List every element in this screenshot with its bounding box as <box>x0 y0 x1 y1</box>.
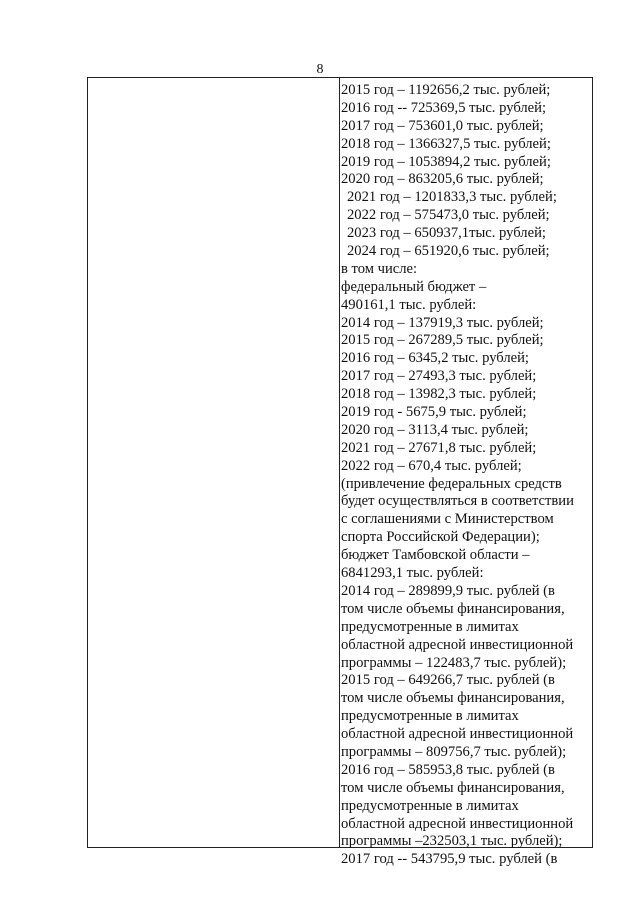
text-line: 2017 год – 27493,3 тыс. рублей; <box>341 368 537 385</box>
text-line: 2016 год – 585953,8 тыс. рублей (в <box>341 761 555 778</box>
text-line: предусмотренные в лимитах <box>341 708 519 725</box>
text-line: 2022 год – 575473,0 тыс. рублей; <box>347 207 550 224</box>
text-line: программы – 809756,7 тыс. рублей); <box>341 743 567 760</box>
text-line: предусмотренные в лимитах <box>341 797 519 814</box>
text-line: 2015 год – 649266,7 тыс. рублей (в <box>341 672 555 689</box>
text-line: 2021 год – 27671,8 тыс. рублей; <box>341 439 537 456</box>
text-line: том числе объемы финансирования, <box>341 690 565 707</box>
text-line: 2020 год – 863205,6 тыс. рублей; <box>341 171 544 188</box>
text-line: 2019 год – 1053894,2 тыс. рублей; <box>341 153 551 170</box>
text-line: 6841293,1 тыс. рублей: <box>341 565 484 582</box>
text-line: 2022 год – 670,4 тыс. рублей; <box>341 457 522 474</box>
text-line: областной адресной инвестиционной <box>341 815 574 832</box>
text-line: будет осуществляться в соответствии <box>341 493 574 510</box>
text-line: областной адресной инвестиционной <box>341 636 574 653</box>
text-line: спорта Российской Федерации); <box>341 529 540 546</box>
text-line: федеральный бюджет – <box>341 278 487 295</box>
text-line: 2018 год – 1366327,5 тыс. рублей; <box>341 135 551 152</box>
text-line: с соглашениями с Министерством <box>341 511 554 528</box>
text-line: 2016 год -- 725369,5 тыс. рублей; <box>341 99 547 116</box>
text-line: том числе объемы финансирования, <box>341 600 565 617</box>
text-line: 2023 год – 650937,1тыс. рублей; <box>347 225 546 242</box>
page-number: 8 <box>316 62 324 77</box>
financing-table <box>87 77 593 868</box>
text-line: 2018 год – 13982,3 тыс. рублей; <box>341 386 537 403</box>
text-line: предусмотренные в лимитах <box>341 618 519 635</box>
text-line: 2014 год – 289899,9 тыс. рублей (в <box>341 582 555 599</box>
text-line: бюджет Тамбовской области – <box>341 547 530 564</box>
text-line: том числе объемы финансирования, <box>341 779 565 796</box>
text-line: 2019 год - 5675,9 тыс. рублей; <box>341 404 527 421</box>
table-left-cell <box>88 78 340 847</box>
table-right-cell <box>341 82 591 869</box>
text-line: 2014 год – 137919,3 тыс. рублей; <box>341 314 544 331</box>
text-line: 2024 год – 651920,6 тыс. рублей; <box>347 243 550 260</box>
text-line: областной адресной инвестиционной <box>341 726 574 743</box>
text-line: 2015 год – 1192656,2 тыс. рублей; <box>341 82 551 98</box>
text-line: 2016 год – 6345,2 тыс. рублей; <box>341 350 529 367</box>
text-line: 2015 год – 267289,5 тыс. рублей; <box>341 332 544 349</box>
text-line: программы – 122483,7 тыс. рублей); <box>341 654 567 671</box>
text-line: 2017 год -- 543795,9 тыс. рублей (в <box>341 851 558 868</box>
text-line: 2021 год – 1201833,3 тыс. рублей; <box>347 189 557 206</box>
text-line: программы –232503,1 тыс. рублей); <box>341 833 563 850</box>
text-line: 490161,1 тыс. рублей: <box>341 296 477 313</box>
text-line: 2020 год – 3113,4 тыс. рублей; <box>341 421 529 438</box>
text-line: (привлечение федеральных средств <box>341 475 562 492</box>
text-line: 2017 год – 753601,0 тыс. рублей; <box>341 117 544 134</box>
text-line: в том числе: <box>341 260 418 277</box>
